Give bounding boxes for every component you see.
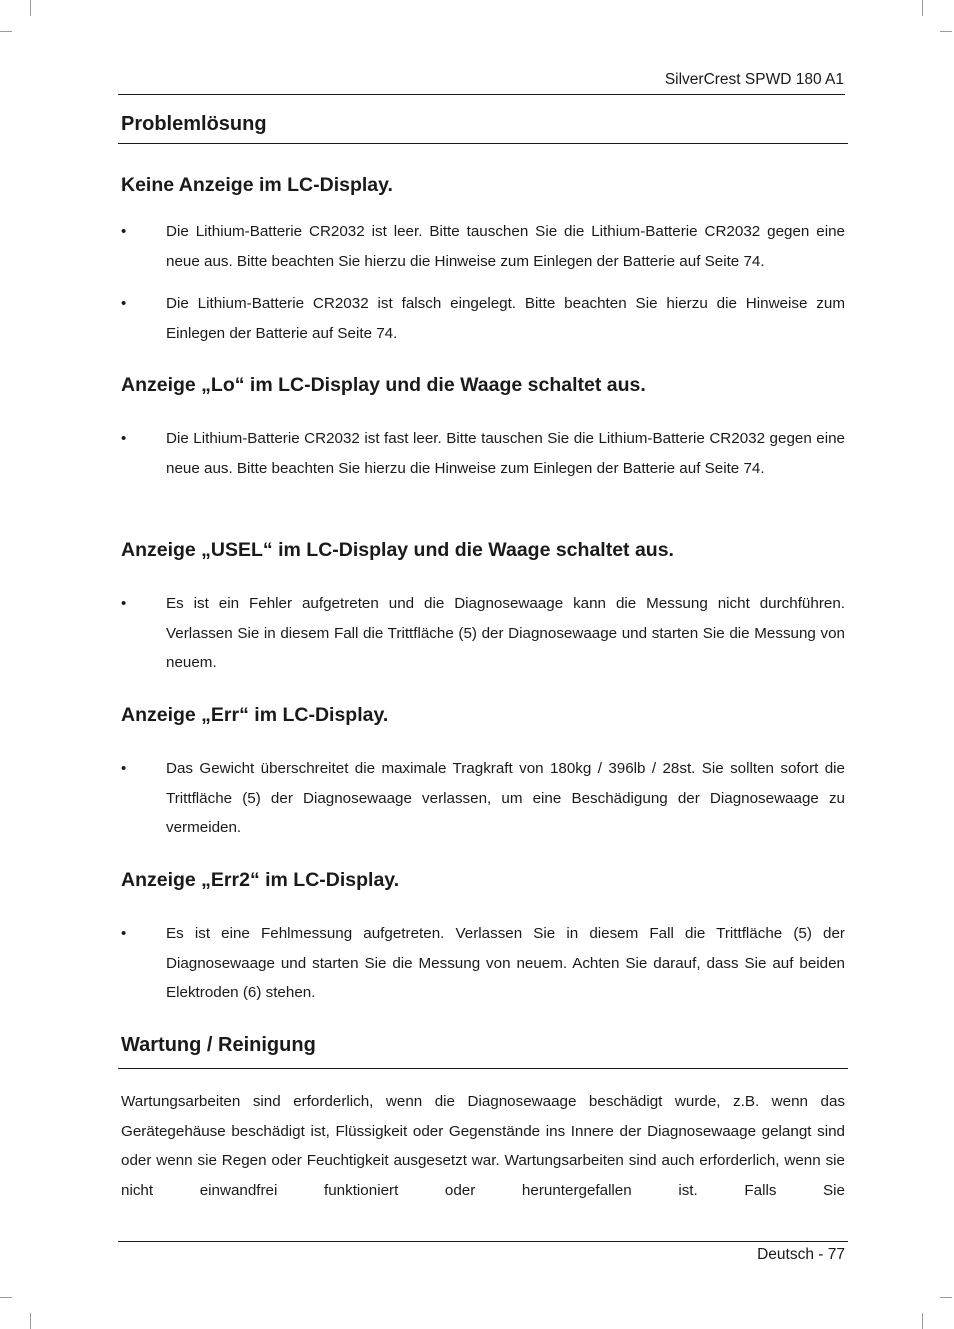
footer-rule	[118, 1241, 848, 1242]
crop-mark	[922, 0, 923, 16]
crop-mark	[940, 31, 952, 32]
bullet-icon: •	[121, 295, 127, 312]
crop-mark	[30, 0, 31, 16]
section-rule	[118, 1068, 848, 1069]
bullet-icon: •	[121, 760, 127, 777]
list-item	[121, 754, 845, 843]
problem-heading: Anzeige „Err“ im LC-Display.	[121, 704, 389, 726]
problem-heading: Anzeige „USEL“ im LC-Display und die Waage schaltet aus.	[121, 539, 674, 561]
bullet-icon: •	[121, 430, 127, 447]
bullet-icon: •	[121, 223, 127, 240]
crop-mark	[922, 1313, 923, 1329]
maintenance-paragraph: Wartungsarbeiten sind erforderlich, wenn die Diagnosewaage beschädigt wurde, z.B. wenn das Gerätegehäuse beschädigt ist, Flüssigkeit oder Gegenstände ins Innere der Diagnosewaage gelangt sind oder wenn sie Regen oder Feuchtigkeit ausgesetzt war. Wartungsarbeiten sind auch erforderlich, wenn sie nicht einwandfrei funktioniert oder heruntergefallen ist. Falls Sie	[121, 1093, 845, 1199]
crop-mark	[0, 1297, 12, 1298]
running-header: SilverCrest SPWD 180 A1	[664, 71, 844, 88]
section-title-troubleshooting: Problemlösung	[121, 113, 267, 135]
list-item	[121, 424, 845, 483]
list-item	[121, 919, 845, 1008]
section-rule	[118, 143, 848, 144]
bullet-text: Es ist ein Fehler aufgetreten und die Diagnosewaage kann die Messung nicht durchführen. Verlassen Sie in diesem Fall die Trittfläche (5) der Diagnosewaage und starten Sie die Messung von neuem.	[166, 595, 845, 671]
bullet-text: Das Gewicht überschreitet die maximale Tragkraft von 180kg / 396lb / 28st. Sie sollten sofort die Trittfläche (5) der Diagnosewaage verlassen, um eine Beschädigung der Diagnosewaage zu vermeiden.	[166, 760, 845, 836]
bullet-text: Die Lithium-Batterie CR2032 ist fast leer. Bitte tauschen Sie die Lithium-Batterie CR2032 gegen eine neue aus. Bitte beachten Sie hierzu die Hinweise zum Einlegen der Batterie auf Seite 74.	[166, 430, 845, 477]
crop-mark	[0, 31, 12, 32]
list-item	[121, 589, 845, 678]
section-title-maintenance: Wartung / Reinigung	[121, 1034, 316, 1056]
bullet-icon: •	[121, 595, 127, 612]
header-rule	[118, 94, 845, 95]
list-item	[121, 289, 845, 348]
bullet-text: Die Lithium-Batterie CR2032 ist falsch eingelegt. Bitte beachten Sie hierzu die Hinweise zum Einlegen der Batterie auf Seite 74.	[166, 295, 845, 342]
crop-mark	[30, 1313, 31, 1329]
bullet-text: Die Lithium-Batterie CR2032 ist leer. Bitte tauschen Sie die Lithium-Batterie CR2032 gegen eine neue aus. Bitte beachten Sie hierzu die Hinweise zum Einlegen der Batterie auf Seite 74.	[166, 223, 845, 270]
page-number: Deutsch - 77	[757, 1246, 845, 1263]
list-item	[121, 217, 845, 276]
crop-mark	[940, 1297, 952, 1298]
bullet-text: Es ist eine Fehlmessung aufgetreten. Verlassen Sie in diesem Fall die Trittfläche (5) der Diagnosewaage und starten Sie die Messung von neuem. Achten Sie darauf, dass Sie auf beiden Elektroden (6) stehen.	[166, 925, 845, 1001]
problem-heading: Anzeige „Err2“ im LC-Display.	[121, 869, 400, 891]
bullet-icon: •	[121, 925, 127, 942]
problem-heading: Keine Anzeige im LC-Display.	[121, 174, 393, 196]
problem-heading: Anzeige „Lo“ im LC-Display und die Waage schaltet aus.	[121, 374, 646, 396]
